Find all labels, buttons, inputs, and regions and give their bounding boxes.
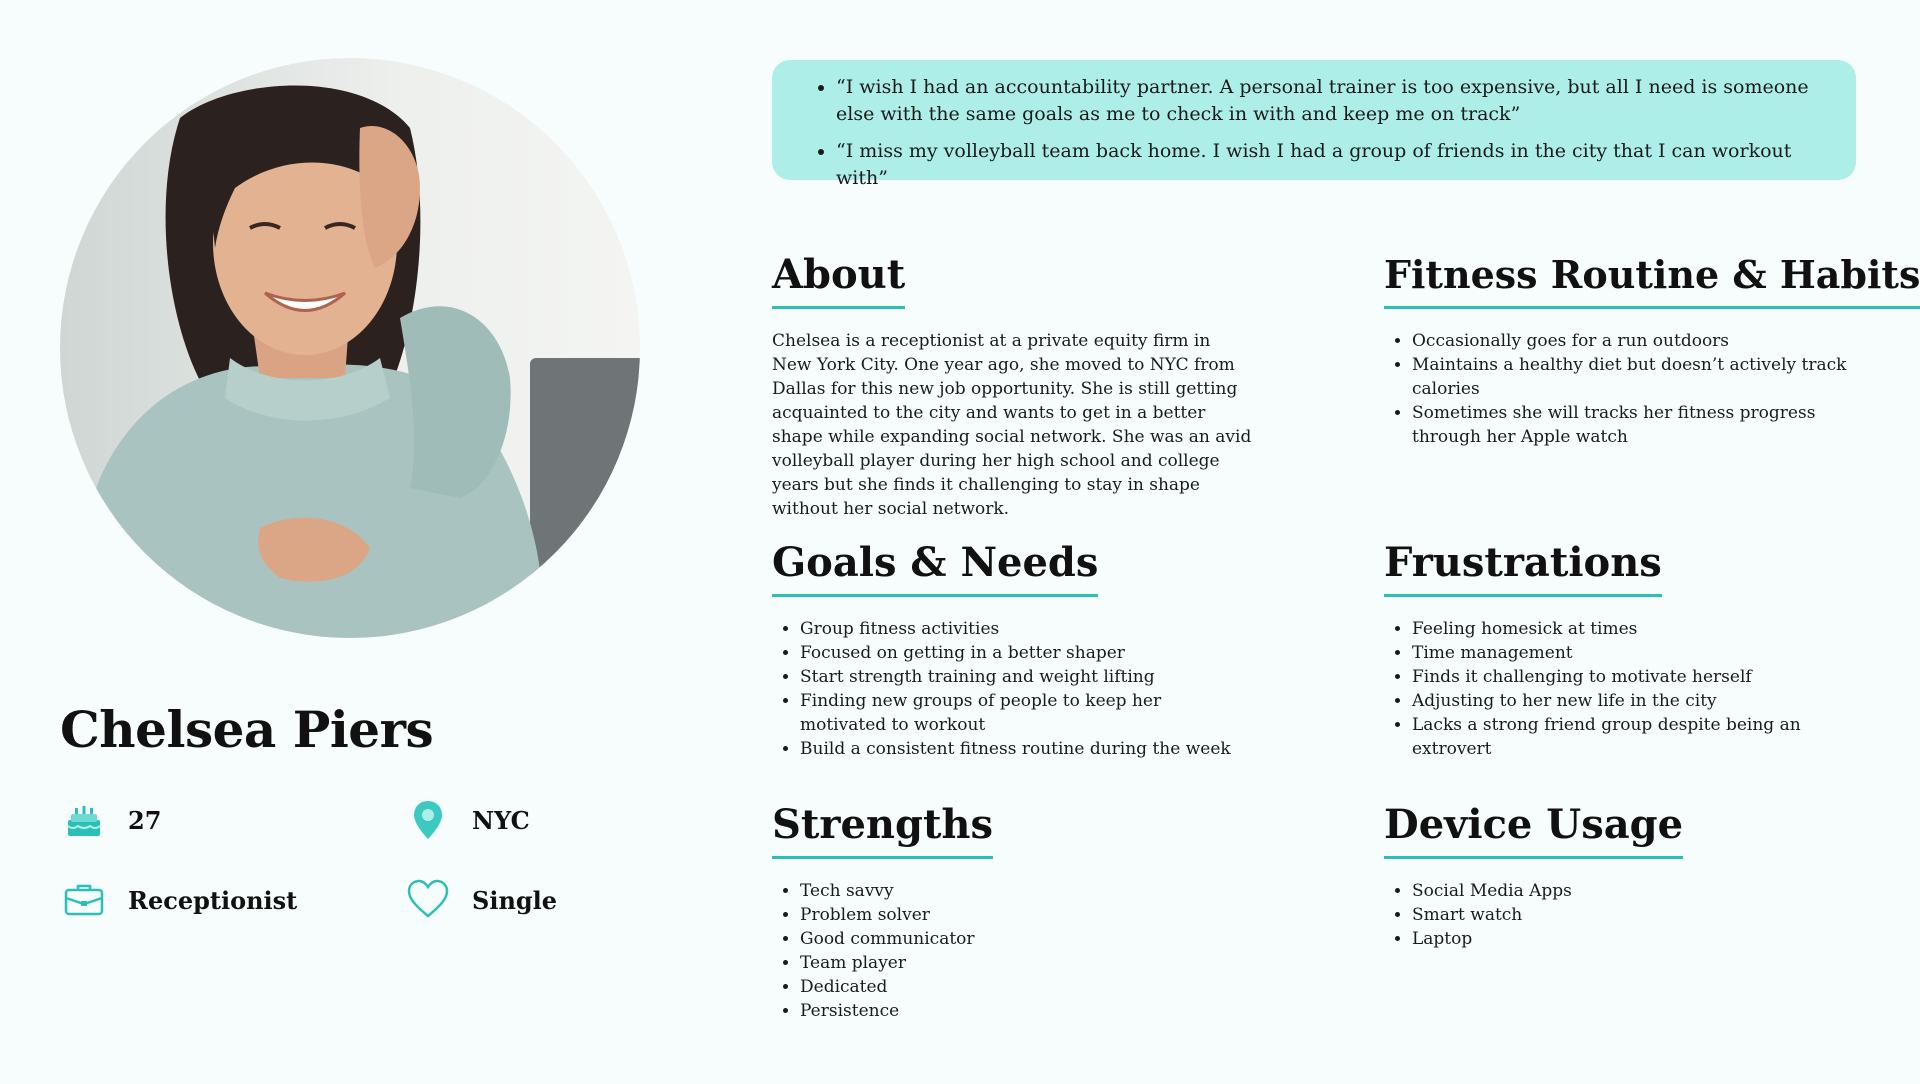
device-usage-heading: Device Usage bbox=[1384, 800, 1683, 859]
list-item: • Lacks a strong friend group despite being an extrovert bbox=[1412, 713, 1864, 761]
relationship-value: Single bbox=[472, 885, 558, 915]
goals-section bbox=[772, 538, 1252, 761]
about-heading: About bbox=[772, 250, 905, 309]
occupation-fact bbox=[62, 878, 297, 922]
list-item: • Maintains a healthy diet but doesn’t actively track calories bbox=[1412, 353, 1864, 401]
briefcase-icon bbox=[62, 878, 106, 922]
list-item: • Finds it challenging to motivate herself bbox=[1412, 665, 1864, 689]
frustrations-section bbox=[1384, 538, 1864, 761]
occupation-value: Receptionist bbox=[128, 885, 298, 915]
list-item: • Social Media Apps bbox=[1412, 879, 1864, 903]
frustrations-heading: Frustrations bbox=[1384, 538, 1662, 597]
device-usage-list bbox=[1384, 879, 1864, 951]
list-item: • Group fitness activities bbox=[800, 617, 1252, 641]
device-usage-section bbox=[1384, 800, 1864, 951]
strengths-heading: Strengths bbox=[772, 800, 993, 859]
frustrations-list bbox=[1384, 617, 1864, 761]
location-value: NYC bbox=[472, 805, 530, 835]
goals-heading: Goals & Needs bbox=[772, 538, 1098, 597]
about-section bbox=[772, 250, 1252, 521]
strengths-section bbox=[772, 800, 1252, 1023]
birthday-cake-icon bbox=[62, 798, 106, 842]
quote-item: • “I wish I had an accountability partner. A personal trainer is too expensive, but all I need is someone else with the same goals as me to check in with and keep me on track” bbox=[836, 74, 1828, 128]
list-item: • Smart watch bbox=[1412, 903, 1864, 927]
about-text: Chelsea is a receptionist at a private equity firm in New York City. One year ago, she moved to NYC from Dallas for this new job opportunity. She is still getting acquainted to the city and wants to get in a better shape while expanding social network. She was an avid volleyball player during her high school and college years but she finds it challenging to stay in shape without her social network. bbox=[772, 331, 1252, 519]
relationship-fact bbox=[406, 878, 557, 922]
list-item: • Team player bbox=[800, 951, 1252, 975]
goals-list bbox=[772, 617, 1252, 761]
list-item: • Occasionally goes for a run outdoors bbox=[1412, 329, 1864, 353]
fitness-section bbox=[1384, 250, 1920, 449]
list-item: • Dedicated bbox=[800, 975, 1252, 999]
list-item: • Focused on getting in a better shaper bbox=[800, 641, 1252, 665]
list-item: • Good communicator bbox=[800, 927, 1252, 951]
list-item: • Time management bbox=[1412, 641, 1864, 665]
portrait-illustration bbox=[60, 58, 640, 638]
location-fact bbox=[406, 798, 530, 842]
list-item: • Problem solver bbox=[800, 903, 1252, 927]
strengths-list bbox=[772, 879, 1252, 1023]
quote-item: • “I miss my volleyball team back home. I wish I had a group of friends in the city that I can workout with” bbox=[836, 138, 1828, 192]
list-item: • Start strength training and weight lifting bbox=[800, 665, 1252, 689]
list-item: • Adjusting to her new life in the city bbox=[1412, 689, 1864, 713]
list-item: • Persistence bbox=[800, 999, 1252, 1023]
list-item: • Sometimes she will tracks her fitness progress through her Apple watch bbox=[1412, 401, 1864, 449]
location-pin-icon bbox=[406, 798, 450, 842]
age-fact bbox=[62, 798, 161, 842]
fitness-heading: Fitness Routine & Habits bbox=[1384, 250, 1920, 309]
list-item: • Finding new groups of people to keep her motivated to workout bbox=[800, 689, 1252, 737]
list-item: • Tech savvy bbox=[800, 879, 1252, 903]
heart-icon bbox=[406, 878, 450, 922]
list-item: • Laptop bbox=[1412, 927, 1864, 951]
list-item: • Build a consistent fitness routine during the week bbox=[800, 737, 1252, 761]
age-value: 27 bbox=[128, 805, 162, 835]
fitness-list bbox=[1384, 329, 1864, 449]
persona-photo bbox=[60, 58, 640, 638]
list-item: • Feeling homesick at times bbox=[1412, 617, 1864, 641]
quotes-box bbox=[772, 60, 1856, 189]
persona-name: Chelsea Piers bbox=[60, 700, 434, 759]
